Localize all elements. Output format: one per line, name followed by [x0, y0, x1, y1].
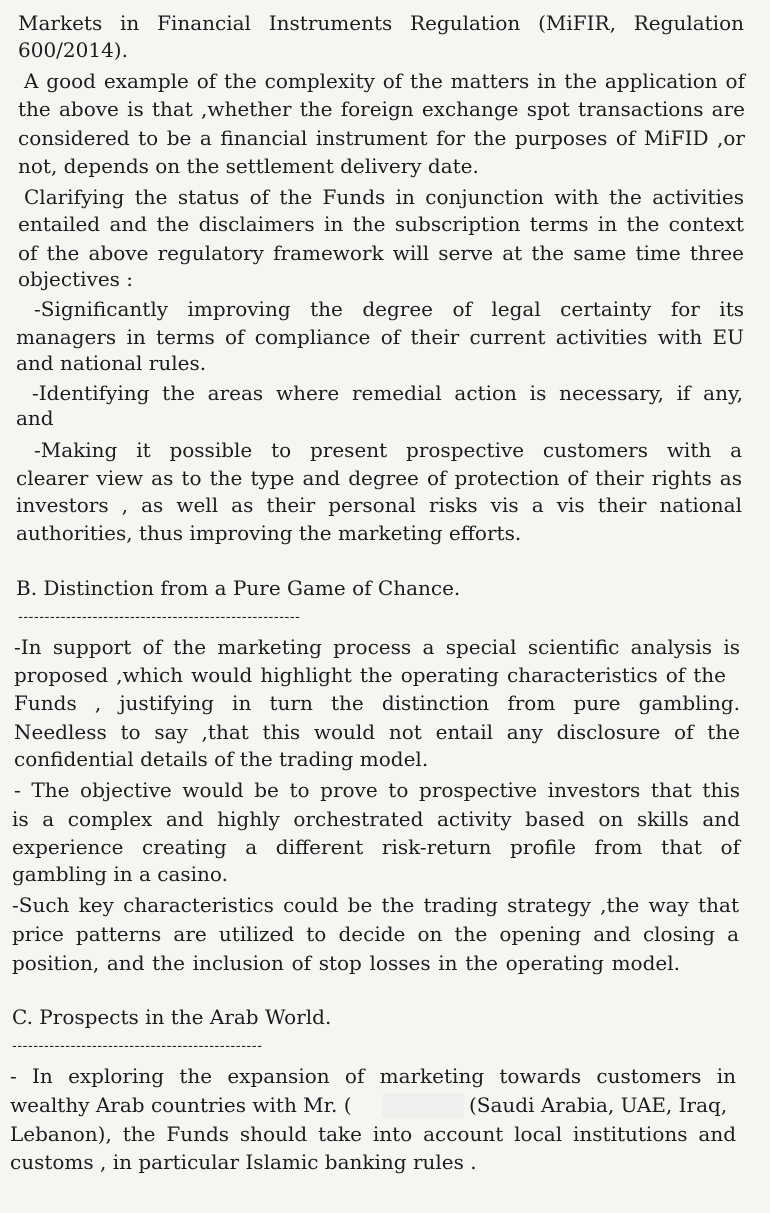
body-line: 600/2014). — [18, 38, 128, 62]
list-item-line: -Making it possible to present prospective customers with a — [34, 438, 742, 462]
list-item-line: clearer view as to the type and degree of protection of their rights as — [16, 466, 742, 490]
section-rule: ----------------------------------------------- — [12, 1038, 263, 1054]
body-line: position, and the inclusion of stop losses in the operating model. — [12, 951, 680, 975]
body-line: - In exploring the expansion of marketing towards customers in — [10, 1064, 736, 1088]
body-line: entailed and the disclaimers in the subscription terms in the context — [18, 212, 744, 236]
body-line: experience creating a different risk-return profile from that of — [12, 835, 740, 859]
body-line: the above is that ,whether the foreign exchange spot transactions are — [18, 97, 745, 121]
list-item-line: investors , as well as their personal risks vis a vis their national — [16, 493, 742, 517]
list-item-line: and national rules. — [16, 351, 207, 375]
body-line: customs , in particular Islamic banking rules . — [10, 1150, 477, 1174]
body-line: confidential details of the trading model. — [14, 747, 429, 771]
section-heading: B. Distinction from a Pure Game of Chance. — [16, 576, 461, 600]
body-line: Funds , justifying in turn the distinction from pure gambling. — [14, 691, 740, 715]
body-line: of the above regulatory framework will serve at the same time three — [18, 241, 744, 265]
body-line: not, depends on the settlement delivery date. — [18, 154, 479, 178]
body-line: -In support of the marketing process a special scientific analysis is — [14, 635, 740, 659]
body-line: gambling in a casino. — [12, 862, 228, 886]
body-line: A good example of the complexity of the matters in the application of — [24, 69, 745, 93]
body-line: Lebanon), the Funds should take into account local institutions and — [10, 1122, 736, 1146]
body-line: - The objective would be to prove to prospective investors that this — [14, 778, 740, 802]
body-line: Markets in Financial Instruments Regulation (MiFIR, Regulation — [18, 11, 744, 35]
body-line: price patterns are utilized to decide on the opening and closing a — [12, 922, 739, 946]
list-item-line: -Identifying the areas where remedial action is necessary, if any, — [32, 381, 743, 405]
body-line: (Saudi Arabia, UAE, Iraq, — [469, 1093, 728, 1117]
body-line: Needless to say ,that this would not entail any disclosure of the — [14, 720, 740, 744]
body-line: objectives : — [18, 267, 134, 291]
body-line: proposed ,which would highlight the operating characteristics of the — [14, 663, 726, 687]
list-item-line: -Significantly improving the degree of legal certainty for its — [34, 297, 744, 321]
body-line: Clarifying the status of the Funds in conjunction with the activities — [24, 185, 744, 209]
list-item-line: authorities, thus improving the marketing efforts. — [16, 521, 522, 545]
body-line: considered to be a financial instrument for the purposes of MiFID ,or — [18, 126, 745, 150]
section-rule: ----------------------------------------------------- — [18, 609, 301, 625]
body-line: wealthy Arab countries with Mr. ( — [10, 1093, 352, 1117]
body-line: is a complex and highly orchestrated activity based on skills and — [12, 807, 740, 831]
body-line: -Such key characteristics could be the trading strategy ,the way that — [12, 893, 739, 917]
section-heading: C. Prospects in the Arab World. — [12, 1005, 332, 1029]
list-item-line: managers in terms of compliance of their current activities with EU — [16, 325, 744, 349]
redaction-box — [382, 1093, 464, 1118]
list-item-line: and — [16, 406, 54, 430]
